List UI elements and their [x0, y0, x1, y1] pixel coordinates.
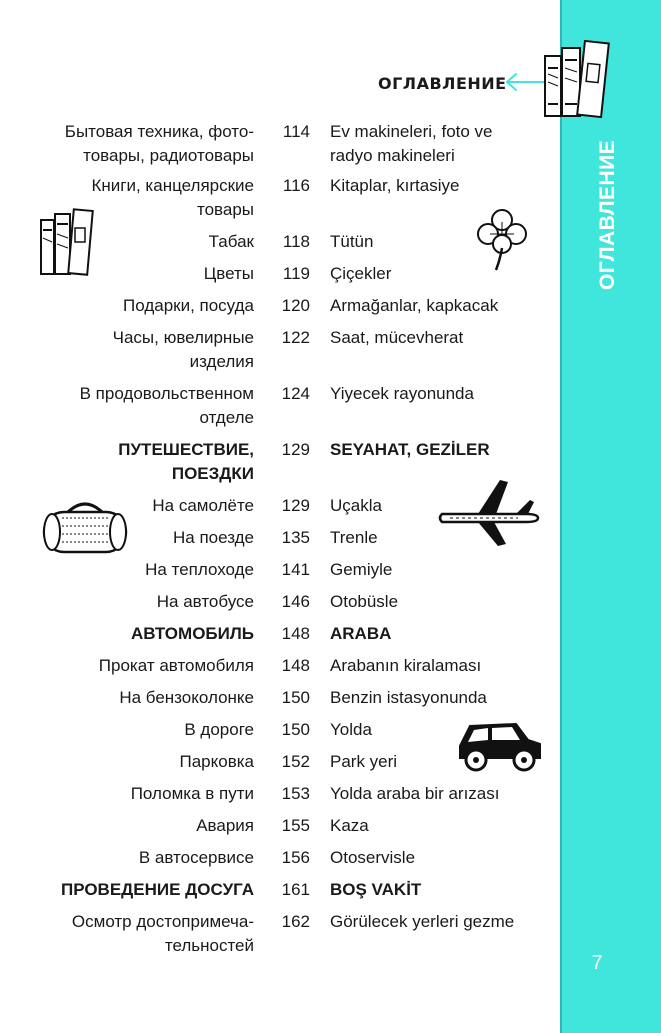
toc-tr-title: Yolda araba bir arızası	[330, 784, 500, 803]
toc-tr-title: Ev makineleri, foto ve radyo makineleri	[330, 122, 493, 165]
toc-section-heading	[0, 438, 560, 494]
toc-ru-title: Табак	[208, 232, 254, 251]
toc-entry	[0, 120, 560, 174]
toc-section-heading	[0, 622, 560, 654]
toc-entry	[0, 382, 560, 438]
toc-entry	[0, 494, 560, 526]
toc-ru-title: В продовольственном отделе	[79, 384, 254, 427]
toc-page-number: 150	[281, 688, 310, 707]
toc-page-number: 152	[281, 752, 310, 771]
toc-page-number: 146	[281, 592, 310, 611]
page-number: 7	[591, 952, 603, 974]
toc-page-number: 114	[282, 122, 310, 141]
toc-page-number: 116	[282, 176, 310, 195]
toc-tr-title: Yiyecek rayonunda	[330, 384, 474, 403]
toc-tr-title: Otobüsle	[330, 592, 399, 611]
toc-page-number: 119	[282, 264, 310, 283]
toc-tr-title: Kitaplar, kırtasiye	[330, 176, 460, 195]
toc-ru-title: На поезде	[173, 528, 254, 547]
toc-ru-title: Авария	[196, 816, 254, 835]
toc-page-number: 135	[281, 528, 310, 547]
toc-tr-title: SEYAHAT, GEZİLER	[330, 440, 490, 459]
arrow-icon	[504, 70, 546, 94]
toc-tr-title: Görülecek yerleri gezme	[330, 912, 515, 931]
toc-page-number: 148	[281, 624, 310, 643]
toc-ru-title: Осмотр достопримеча- тельностей	[71, 912, 254, 955]
toc-page-number: 155	[281, 816, 310, 835]
sidebar-title: ОГЛАВЛЕНИЕ	[596, 139, 619, 290]
toc-tr-title: Trenle	[330, 528, 378, 547]
toc-entry	[0, 326, 560, 382]
toc-page-number: 148	[281, 656, 310, 675]
toc-entry	[0, 526, 560, 558]
toc-ru-title: АВТОМОБИЛЬ	[130, 624, 254, 643]
toc-tr-title: Park yeri	[330, 752, 398, 771]
toc-entry	[0, 558, 560, 590]
toc-entry	[0, 262, 560, 294]
toc-tr-title: Otoservisle	[330, 848, 416, 867]
toc-ru-title: Цветы	[203, 264, 254, 283]
toc-page-number: 122	[281, 328, 310, 347]
toc-entry	[0, 782, 560, 814]
toc-tr-title: Benzin istasyonunda	[330, 688, 487, 707]
toc-entry	[0, 910, 560, 966]
toc-tr-title: Armağanlar, kapkacak	[330, 296, 499, 315]
toc-entry	[0, 846, 560, 878]
toc-ru-title: Часы, ювелирные изделия	[112, 328, 254, 371]
toc-entry	[0, 750, 560, 782]
toc-tr-title: Kaza	[330, 816, 369, 835]
table-of-contents	[0, 120, 560, 966]
toc-entry	[0, 230, 560, 262]
toc-page-number: 161	[281, 880, 310, 899]
toc-tr-title: BOŞ VAKİT	[330, 880, 422, 899]
toc-ru-title: В автосервисе	[138, 848, 254, 867]
toc-ru-title: В дороге	[184, 720, 254, 739]
toc-ru-title: Прокат автомобиля	[98, 656, 254, 675]
toc-ru-title: ПРОВЕДЕНИЕ ДОСУГА	[61, 880, 254, 899]
toc-tr-title: Çiçekler	[330, 264, 392, 283]
toc-page-number: 153	[281, 784, 310, 803]
toc-entry	[0, 654, 560, 686]
toc-ru-title: На самолёте	[152, 496, 254, 515]
toc-tr-title: Uçakla	[330, 496, 382, 515]
books-icon	[542, 38, 610, 120]
toc-entry	[0, 814, 560, 846]
toc-tr-title: Arabanın kiralaması	[330, 656, 482, 675]
toc-page-number: 162	[281, 912, 310, 931]
toc-ru-title: Поломка в пути	[130, 784, 254, 803]
toc-section-heading	[0, 878, 560, 910]
toc-ru-title: На автобусе	[156, 592, 254, 611]
toc-tr-title: Saat, mücevherat	[330, 328, 464, 347]
toc-ru-title: Книги, канцелярские товары	[91, 176, 254, 219]
toc-ru-title: На бензоколонке	[119, 688, 254, 707]
toc-entry	[0, 718, 560, 750]
toc-entry	[0, 174, 560, 230]
toc-ru-title: Парковка	[179, 752, 254, 771]
toc-entry	[0, 686, 560, 718]
toc-page-number: 156	[281, 848, 310, 867]
toc-ru-title: ПУТЕШЕСТВИЕ, ПОЕЗДКИ	[118, 440, 254, 483]
toc-page-number: 129	[281, 496, 310, 515]
toc-tr-title: Yolda	[330, 720, 372, 739]
toc-ru-title: Подарки, посуда	[123, 296, 254, 315]
toc-page-number: 124	[281, 384, 310, 403]
toc-page-number: 141	[281, 560, 310, 579]
toc-page-number: 120	[281, 296, 310, 315]
toc-tr-title: ARABA	[330, 624, 392, 643]
toc-tr-title: Tütün	[330, 232, 374, 251]
toc-tr-title: Gemiyle	[330, 560, 393, 579]
toc-ru-title: На теплоходе	[145, 560, 254, 579]
toc-entry	[0, 294, 560, 326]
toc-entry	[0, 590, 560, 622]
toc-page-number: 129	[281, 440, 310, 459]
page-title: ОГЛАВЛЕНИЕ	[378, 74, 507, 93]
toc-page-number: 150	[281, 720, 310, 739]
toc-page-number: 118	[282, 232, 310, 251]
toc-ru-title: Бытовая техника, фото- товары, радиотовары	[64, 122, 254, 165]
